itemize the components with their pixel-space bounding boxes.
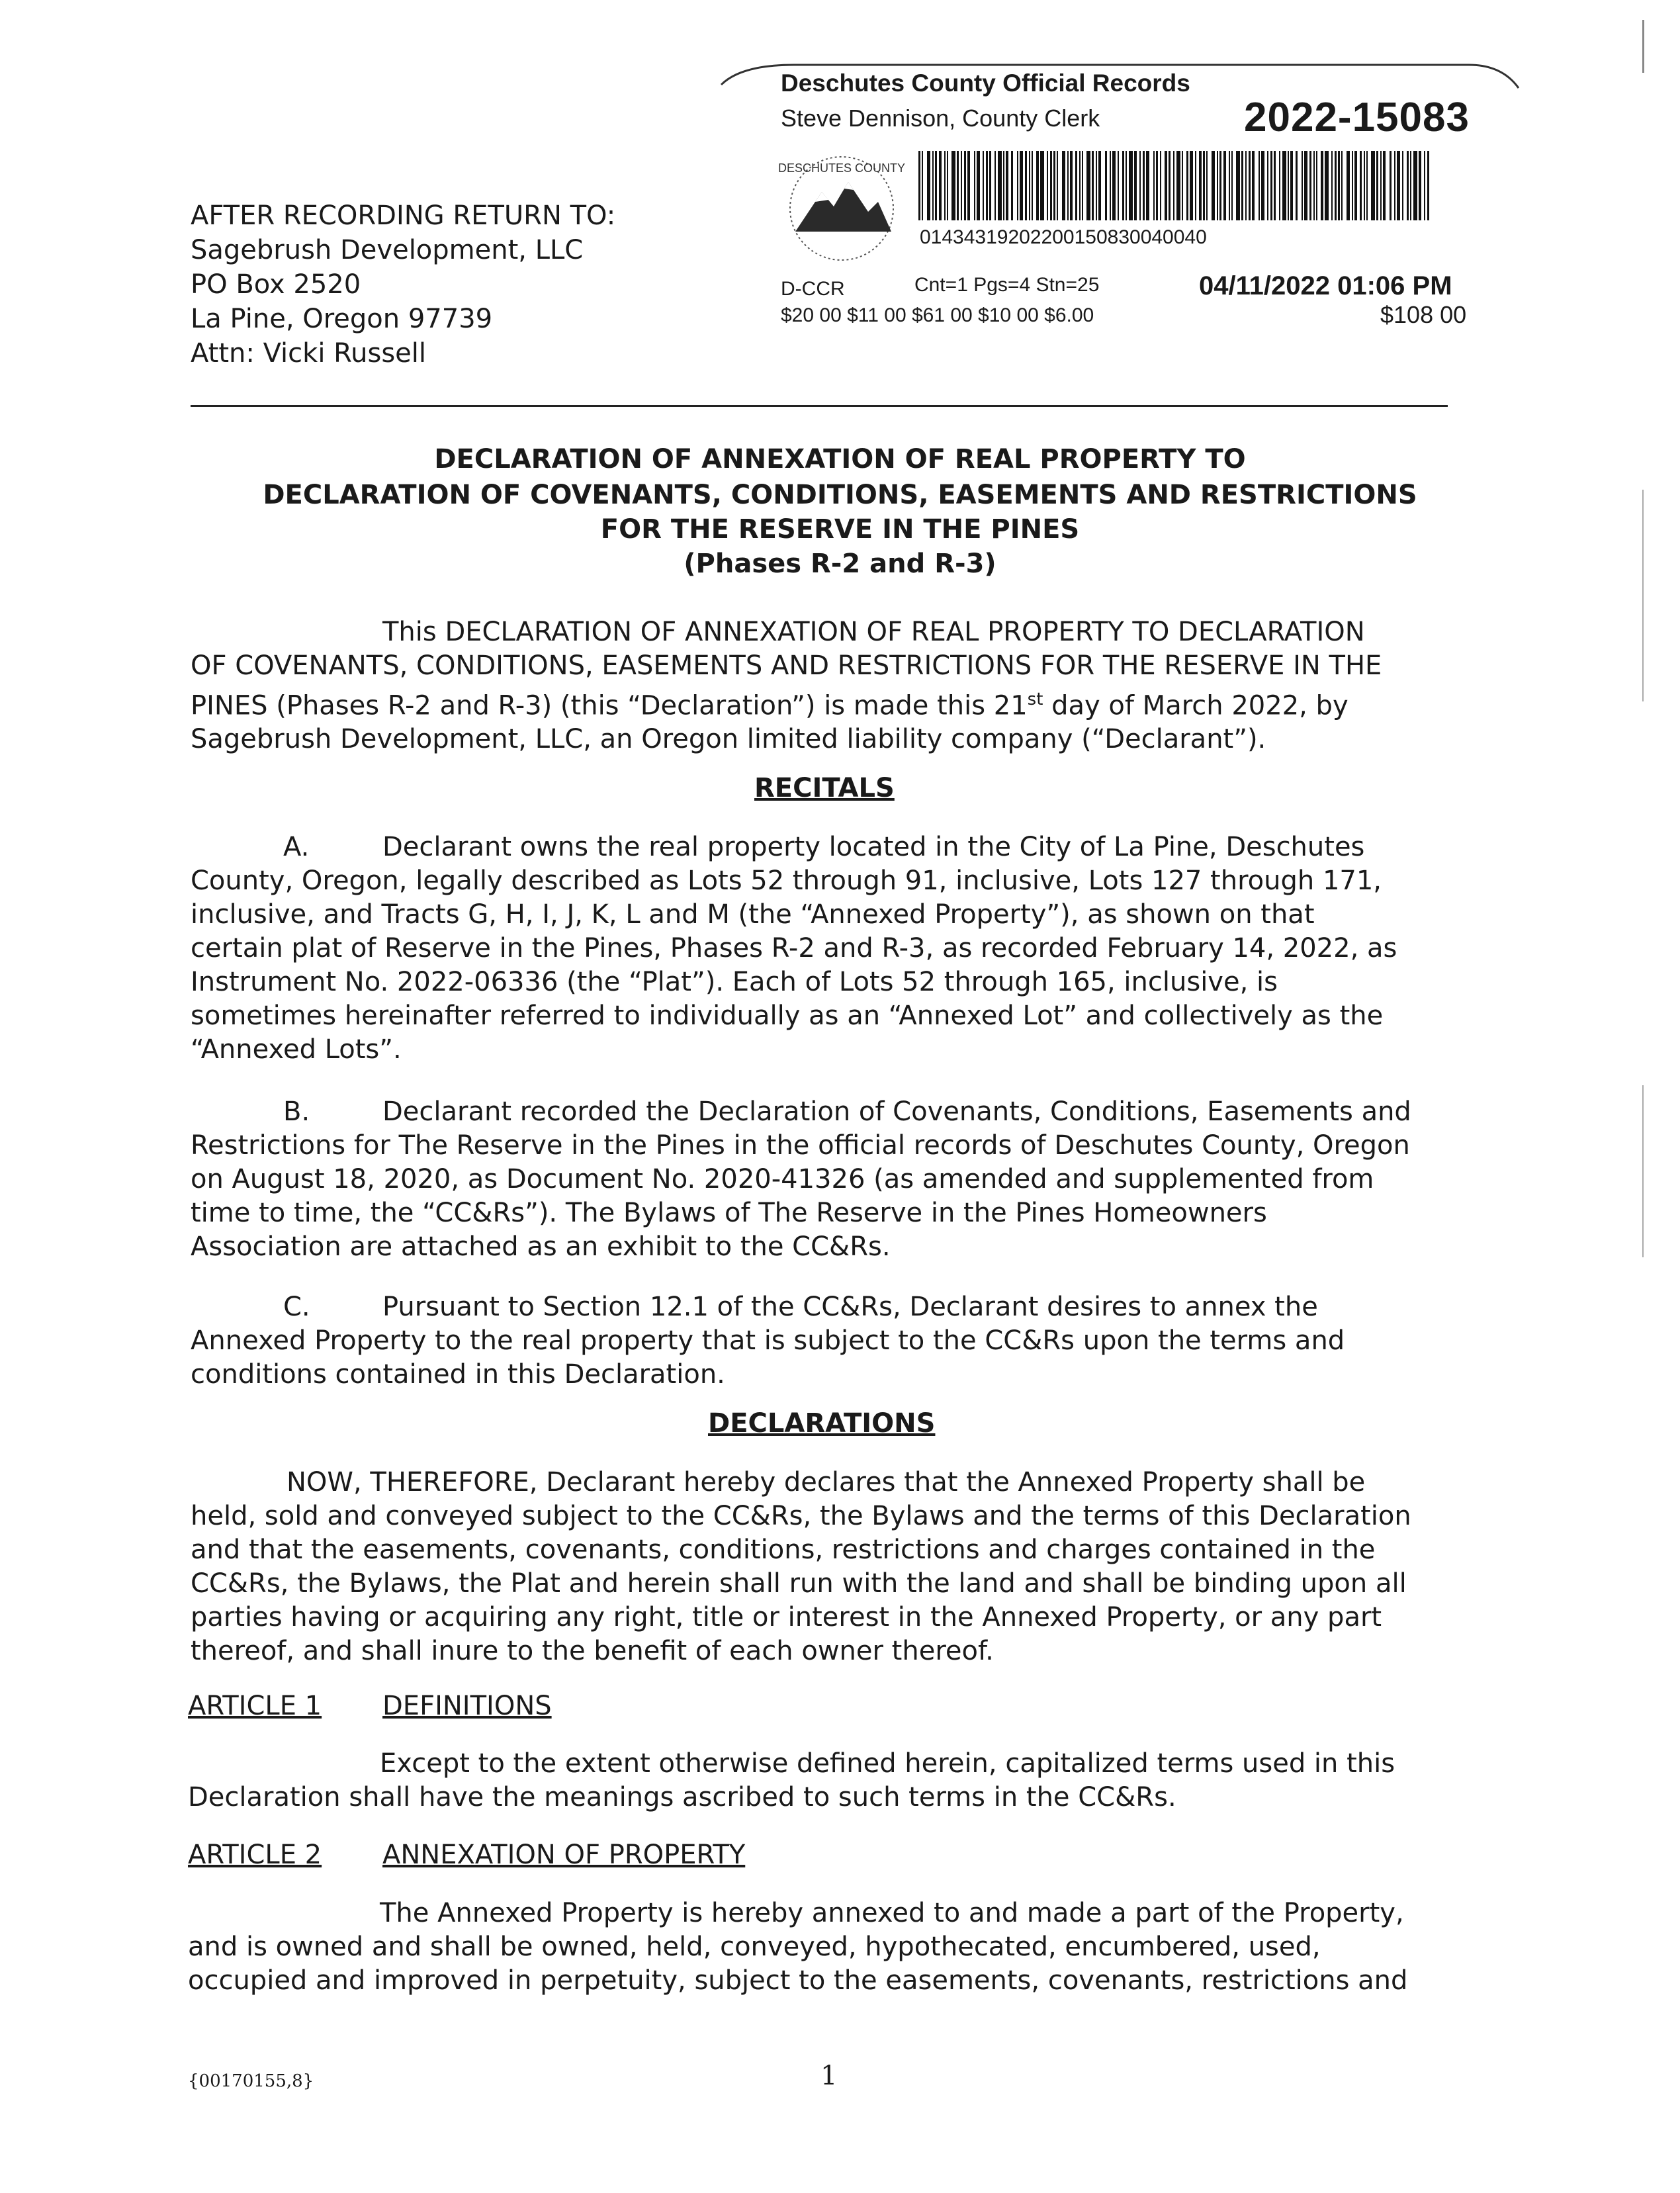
footer-document-id: {00170155,8} <box>188 2071 314 2091</box>
recital-c <box>191 1290 1345 1392</box>
barcode-bar <box>1347 151 1350 220</box>
barcode-bar <box>1165 151 1167 220</box>
text-line: held, sold and conveyed subject to the CC&Rs, the Bylaws and the terms of this Declaration <box>191 1501 1411 1531</box>
barcode-bar <box>1245 151 1247 220</box>
text-line: NOW, THEREFORE, Declarant hereby declares that the Annexed Property shall be <box>287 1467 1366 1498</box>
article-2-number: ARTICLE 2 <box>188 1840 322 1870</box>
text-line: parties having or acquiring any right, title or interest in the Annexed Property, or any part <box>191 1602 1382 1633</box>
scan-artifact <box>1642 20 1644 73</box>
text-line: sometimes hereinafter referred to individually as an “Annexed Lot” and collectively as the <box>191 1001 1384 1031</box>
recital-a <box>191 830 1397 1067</box>
text-line: inclusive, and Tracts G, H, I, J, K, L and M (the “Annexed Property”), as shown on that <box>191 899 1315 930</box>
barcode-bar <box>1156 151 1158 220</box>
barcode-bar <box>1070 151 1073 220</box>
barcode-bar <box>1424 151 1425 220</box>
barcode-bar <box>1279 151 1280 220</box>
recital-b <box>191 1095 1411 1264</box>
barcode-bar <box>1098 151 1101 220</box>
barcode-bar <box>1390 151 1392 220</box>
barcode-bar <box>1203 151 1205 220</box>
barcode-bar <box>1182 151 1183 220</box>
barcode-bar <box>995 151 996 220</box>
text-line: This DECLARATION OF ANNEXATION OF REAL PROPERTY TO DECLARATION <box>382 617 1365 647</box>
barcode-bar <box>1270 151 1272 220</box>
barcode-bar <box>1371 151 1375 220</box>
barcode-bar <box>1321 151 1323 220</box>
barcode-bar <box>1190 151 1193 220</box>
barcode-bar <box>977 151 980 220</box>
barcode-bar <box>1195 151 1196 220</box>
barcode-bar <box>947 151 948 220</box>
barcode-bar <box>1376 151 1378 220</box>
text-line: Except to the extent otherwise defined herein, capitalized terms used in this <box>380 1748 1395 1779</box>
barcode-bar <box>1259 151 1260 220</box>
text-line: Instrument No. 2022-06336 (the “Plat”). Each of Lots 52 through 165, inclusive, is <box>191 967 1278 997</box>
barcode-bar <box>1402 151 1403 220</box>
stamp-office: Deschutes County Official Records <box>781 69 1190 97</box>
barcode-bar <box>989 151 991 220</box>
barcode-bar <box>1160 151 1161 220</box>
return-line: La Pine, Oregon 97739 <box>191 304 493 334</box>
barcode-bar <box>1261 151 1264 220</box>
barcode-bar <box>1105 151 1107 220</box>
barcode-bar <box>1118 151 1119 220</box>
barcode-bar <box>1302 151 1303 220</box>
barcode-bar <box>1040 151 1044 220</box>
declarations-heading: DECLARATIONS <box>708 1408 936 1439</box>
barcode-bar <box>1316 151 1317 220</box>
barcode-bar <box>1309 151 1311 220</box>
barcode-bar <box>1143 151 1145 220</box>
barcode-bar <box>986 151 988 220</box>
scan-artifact <box>1642 1085 1644 1257</box>
barcode-bar <box>1427 151 1429 220</box>
barcode-bar <box>1047 151 1048 220</box>
barcode-bar <box>1274 151 1276 220</box>
stamp-datetime: 04/11/2022 01:06 PM <box>1199 271 1452 300</box>
barcode-bar <box>1383 151 1386 220</box>
return-line: PO Box 2520 <box>191 269 361 300</box>
text-line: Association are attached as an exhibit to the CC&Rs. <box>191 1231 891 1262</box>
barcode-bar <box>1231 151 1233 220</box>
barcode-bar <box>1354 151 1357 220</box>
text-line: County, Oregon, legally described as Lots 52 through 91, inclusive, Lots 127 through 171, <box>191 866 1382 896</box>
article-1-paragraph <box>188 1747 1395 1814</box>
barcode-bar <box>1003 151 1004 220</box>
seal-text: DESCHUTES COUNTY <box>777 161 906 175</box>
return-line: Attn: Vicki Russell <box>191 338 427 369</box>
article-1-number: ARTICLE 1 <box>188 1691 322 1721</box>
barcode-bar <box>1006 151 1008 220</box>
text-line: conditions contained in this Declaration. <box>191 1359 725 1390</box>
barcode-bar <box>1267 151 1268 220</box>
barcode-bar <box>1139 151 1141 220</box>
text-line: OF COVENANTS, CONDITIONS, EASEMENTS AND RESTRICTIONS FOR THE RESERVE IN THE <box>191 650 1382 681</box>
barcode-bar <box>927 151 930 220</box>
text-line: Restrictions for The Reserve in the Pines in the official records of Deschutes County, Oregon <box>191 1130 1410 1161</box>
return-line: AFTER RECORDING RETURN TO: <box>191 201 616 231</box>
barcode-bar <box>1110 151 1111 220</box>
barcode-bar <box>1176 151 1180 220</box>
text-line: Annexed Property to the real property that is subject to the CC&Rs upon the terms and <box>191 1325 1345 1356</box>
recital-label: B. <box>283 1096 310 1127</box>
stamp-fees: $20 00 $11 00 $61 00 $10 00 $6.00 <box>781 304 1094 326</box>
barcode-bar <box>1360 151 1362 220</box>
barcode-bar <box>1217 151 1218 220</box>
return-line: Sagebrush Development, LLC <box>191 235 584 265</box>
text-line: PINES (Phases R-2 and R-3) (this “Declaration”) is made this 21st day of March 2022, by <box>191 690 1348 721</box>
barcode-bar <box>1025 151 1027 220</box>
barcode-bar <box>1380 151 1382 220</box>
barcode-bar <box>1186 151 1188 220</box>
page-number: 1 <box>820 2061 838 2091</box>
barcode-bar <box>961 151 962 220</box>
document-title-line: FOR THE RESERVE IN THE PINES <box>600 514 1080 545</box>
barcode-bar <box>998 151 1002 220</box>
text-line: Declarant recorded the Declaration of Covenants, Conditions, Easements and <box>382 1096 1411 1127</box>
barcode-bar <box>939 151 942 220</box>
text-line: time to time, the “CC&Rs”). The Bylaws of The Reserve in the Pines Homeowners <box>191 1198 1267 1228</box>
barcode-bar <box>922 151 923 220</box>
barcode-bar <box>1304 151 1307 220</box>
barcode-bar <box>1134 151 1137 220</box>
barcode-bar <box>1249 151 1251 220</box>
barcode-bar <box>1212 151 1215 220</box>
barcode-bar <box>1032 151 1033 220</box>
header-divider <box>191 405 1448 407</box>
barcode-bar <box>1079 151 1081 220</box>
barcode-bar <box>951 151 955 220</box>
text-line: and that the easements, covenants, conditions, restrictions and charges contained in the <box>191 1535 1376 1565</box>
stamp-total: $108 00 <box>1380 301 1467 328</box>
barcode-bar <box>957 151 959 220</box>
recital-label: C. <box>283 1292 310 1322</box>
text-line: certain plat of Reserve in the Pines, Phases R-2 and R-3, as recorded February 14, 2022, as <box>191 933 1397 963</box>
scan-artifact <box>1642 490 1644 701</box>
recital-label: A. <box>283 832 310 862</box>
barcode-bar <box>1296 151 1298 220</box>
barcode-bar <box>1397 151 1400 220</box>
barcode-bar <box>1407 151 1409 220</box>
barcode-bar <box>1364 151 1365 220</box>
barcode-bar <box>1053 151 1055 220</box>
barcode-bar <box>1288 151 1289 220</box>
barcode-bar <box>1313 151 1315 220</box>
barcode-bar <box>1067 151 1069 220</box>
document-number: 2022-15083 <box>1244 95 1470 140</box>
barcode-bar <box>1082 151 1083 220</box>
text-line: and is owned and shall be owned, held, conveyed, hypothecated, encumbered, used, <box>188 1932 1321 1962</box>
barcode-bar <box>1020 151 1023 220</box>
barcode-bar <box>1129 151 1133 220</box>
barcode-bar <box>1029 151 1030 220</box>
barcode-bar <box>1338 151 1340 220</box>
barcode-bar <box>1223 151 1226 220</box>
barcode-bar <box>967 151 970 220</box>
barcode-bar <box>964 151 966 220</box>
barcode-bar <box>1366 151 1368 220</box>
barcode-bar <box>1199 151 1202 220</box>
barcode-bar <box>1410 151 1411 220</box>
text-line: Pursuant to Section 12.1 of the CC&Rs, Declarant desires to annex the <box>382 1292 1318 1322</box>
barcode-bar <box>1036 151 1039 220</box>
text-line: Sagebrush Development, LLC, an Oregon limited liability company (“Declarant”). <box>191 724 1266 755</box>
barcode-bar <box>974 151 975 220</box>
barcode-bar <box>1335 151 1337 220</box>
barcode-bar <box>1057 151 1058 220</box>
barcode-number: 01434319202200150830040040 <box>920 226 1207 248</box>
barcode-bar <box>1352 151 1353 220</box>
barcode-bar <box>1325 151 1329 220</box>
barcode-bar <box>1126 151 1127 220</box>
barcode-bar <box>1331 151 1333 220</box>
barcode-bar <box>1219 151 1221 220</box>
barcode-bar <box>1011 151 1013 220</box>
stamp-clerk: Steve Dennison, County Clerk <box>781 105 1100 132</box>
text-line: The Annexed Property is hereby annexed to and made a part of the Property, <box>380 1898 1404 1928</box>
barcode-bar <box>1236 151 1240 220</box>
barcode-bar <box>1173 151 1174 220</box>
text-line: occupied and improved in perpetuity, subject to the easements, covenants, restrictions and <box>188 1965 1408 1996</box>
text-line: Declarant owns the real property located in the City of La Pine, Deschutes <box>382 832 1365 862</box>
barcode-bar <box>1092 151 1094 220</box>
barcode-bar <box>935 151 937 220</box>
barcode-bar <box>1252 151 1255 220</box>
intro-paragraph <box>191 615 1382 756</box>
text-line: CC&Rs, the Bylaws, the Plat and herein shall run with the land and shall be binding upon all <box>191 1568 1407 1599</box>
return-address-block <box>191 199 615 371</box>
barcode-bar <box>1112 151 1116 220</box>
stamp-counts: Cnt=1 Pgs=4 Stn=25 <box>914 274 1100 296</box>
text-line: on August 18, 2020, as Document No. 2020-41326 (as amended and supplemented from <box>191 1164 1374 1194</box>
barcode-bar <box>1413 151 1417 220</box>
barcode-bar <box>918 151 920 220</box>
barcode-bar <box>1341 151 1343 220</box>
text-line: thereof, and shall inure to the benefit of each owner thereof. <box>191 1636 994 1666</box>
stamp-doc-type: D-CCR <box>781 278 845 300</box>
article-2-paragraph <box>188 1897 1407 1998</box>
barcode-bar <box>1075 151 1077 220</box>
barcode-bar <box>1050 151 1052 220</box>
barcode-bar <box>1122 151 1124 220</box>
text-line: “Annexed Lots”. <box>191 1034 402 1065</box>
declarations-paragraph <box>191 1466 1411 1668</box>
article-2-name: ANNEXATION OF PROPERTY <box>382 1840 746 1870</box>
barcode-bar <box>1394 151 1395 220</box>
barcode-bar <box>944 151 946 220</box>
recitals-heading: RECITALS <box>754 773 895 803</box>
barcode-bar <box>1017 151 1018 220</box>
barcode-bar <box>932 151 934 220</box>
barcode-bar <box>1206 151 1208 220</box>
barcode-bar <box>1290 151 1293 220</box>
document-title-line: DECLARATION OF COVENANTS, CONDITIONS, EASEMENTS AND RESTRICTIONS <box>263 480 1417 510</box>
barcode-bar <box>1229 151 1230 220</box>
barcode-bar <box>1153 151 1155 220</box>
barcode-bar <box>1169 151 1171 220</box>
article-1-name: DEFINITIONS <box>382 1691 552 1721</box>
barcode-bar <box>1146 151 1149 220</box>
barcode-icon <box>917 151 1433 220</box>
barcode-bar <box>1282 151 1286 220</box>
barcode-bar <box>1241 151 1243 220</box>
text-line: Declaration shall have the meanings ascribed to such terms in the CC&Rs. <box>188 1782 1176 1813</box>
barcode-bar <box>1062 151 1065 220</box>
document-title-line: DECLARATION OF ANNEXATION OF REAL PROPERTY TO <box>434 444 1246 474</box>
barcode-bar <box>1086 151 1090 220</box>
document-title-line: (Phases R-2 and R-3) <box>684 549 996 579</box>
barcode-bar <box>1096 151 1097 220</box>
county-seal-icon <box>775 152 908 265</box>
barcode-bar <box>983 151 984 220</box>
barcode-bar <box>1419 151 1421 220</box>
